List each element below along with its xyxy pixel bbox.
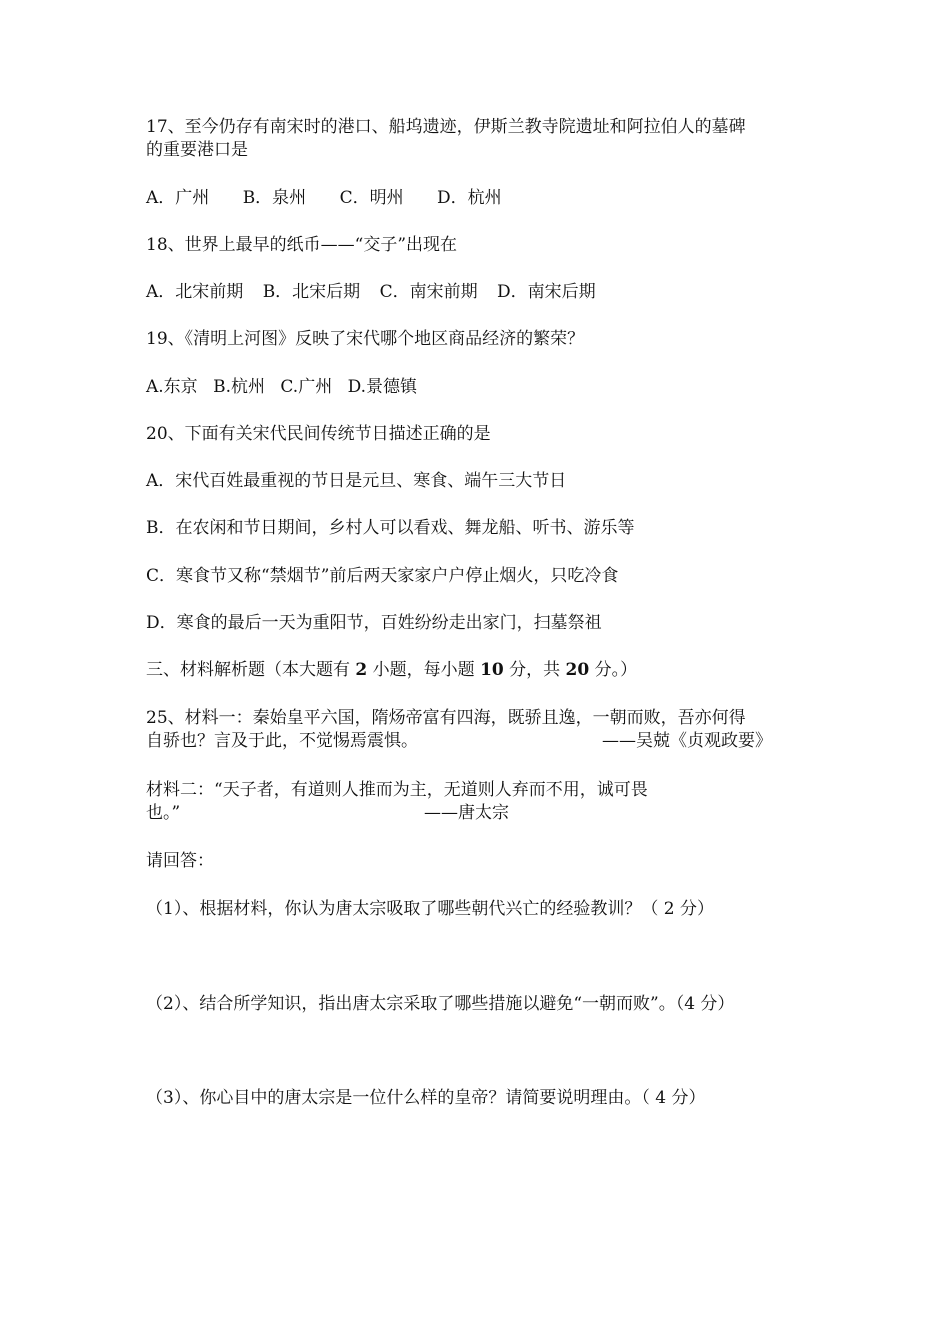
q19-stem: 19、《清明上河图》反映了宋代哪个地区商品经济的繁荣？ (146, 329, 585, 349)
q18-stem: 18、世界上最早的纸币——“交子”出现在 (146, 235, 458, 255)
section3-text-3: 分，共 (509, 660, 561, 680)
q19-option-a: A.东京 (146, 377, 198, 397)
q17-stem-line2: 的重要港口是 (146, 140, 248, 160)
q25-subquestion-3: （3）、你心目中的唐太宗是一位什么样的皇帝？请简要说明理由。（ 4 分） (146, 1088, 706, 1108)
q25-material1-line2: 自骄也？言及于此，不觉惕焉震惧。 (146, 731, 418, 751)
q20-option-d: D．寒食的最后一天为重阳节，百姓纷纷走出家门，扫墓祭祖 (146, 613, 602, 633)
q25-material1-line1: 25、材料一：秦始皇平六国，隋炀帝富有四海，既骄且逸，一朝而败，吾亦何得 (146, 708, 746, 728)
q25-material2-line1: 材料二：“天子者，有道则人推而为主，无道则人弃而不用，诚可畏 (146, 780, 648, 800)
q18-options (146, 281, 610, 303)
q19-options (146, 376, 427, 398)
q25-prompt: 请回答： (146, 851, 214, 871)
q17-option-a: A．广州 (146, 188, 210, 208)
q18-option-a: A．北宋前期 (146, 282, 244, 302)
q25-subquestion-2: （2）、结合所学知识，指出唐太宗采取了哪些措施以避免“一朝而败”。（4 分） (146, 994, 735, 1014)
q17-options (146, 187, 530, 209)
section3-text-2: 小题，每小题 (372, 660, 475, 680)
q18-option-c: C．南宋前期 (379, 282, 478, 302)
section3-text-1: 三、材料解析题（本大题有 (146, 660, 350, 680)
q25-material2-line2: 也。” (146, 803, 181, 823)
section3-points-total: 20 (565, 660, 590, 680)
q20-option-b: B．在农闲和节日期间，乡村人可以看戏、舞龙船、听书、游乐等 (146, 518, 635, 538)
section3-question-count: 2 (355, 660, 368, 680)
q19-option-d: D.景德镇 (347, 377, 418, 397)
q18-option-d: D．南宋后期 (497, 282, 596, 302)
q20-option-c: C．寒食节又称“禁烟节”前后两天家家户户停止烟火，只吃冷食 (146, 566, 619, 586)
q19-option-c: C.广州 (280, 377, 333, 397)
q17-option-d: D．杭州 (437, 188, 502, 208)
section3-text-4: 分。） (594, 660, 638, 680)
q25-material2-source: ——唐太宗 (424, 803, 509, 823)
q17-option-c: C．明州 (339, 188, 404, 208)
section3-heading (146, 659, 637, 681)
q18-option-b: B．北宋后期 (262, 282, 361, 302)
q25-material1-source: ——吴兢《贞观政要》 (602, 731, 772, 751)
section3-points-each: 10 (480, 660, 504, 680)
q19-option-b: B.杭州 (213, 377, 265, 397)
q20-option-a: A．宋代百姓最重视的节日是元旦、寒食、端午三大节日 (146, 471, 567, 491)
q20-stem: 20、下面有关宋代民间传统节日描述正确的是 (146, 424, 491, 444)
q25-subquestion-1: （1）、根据材料，你认为唐太宗吸取了哪些朝代兴亡的经验教训？（ 2 分） (146, 899, 714, 919)
q17-stem-line1: 17、至今仍存有南宋时的港口、船坞遗迹，伊斯兰教寺院遗址和阿拉伯人的墓碑 (146, 117, 746, 137)
q17-option-b: B．泉州 (242, 188, 307, 208)
